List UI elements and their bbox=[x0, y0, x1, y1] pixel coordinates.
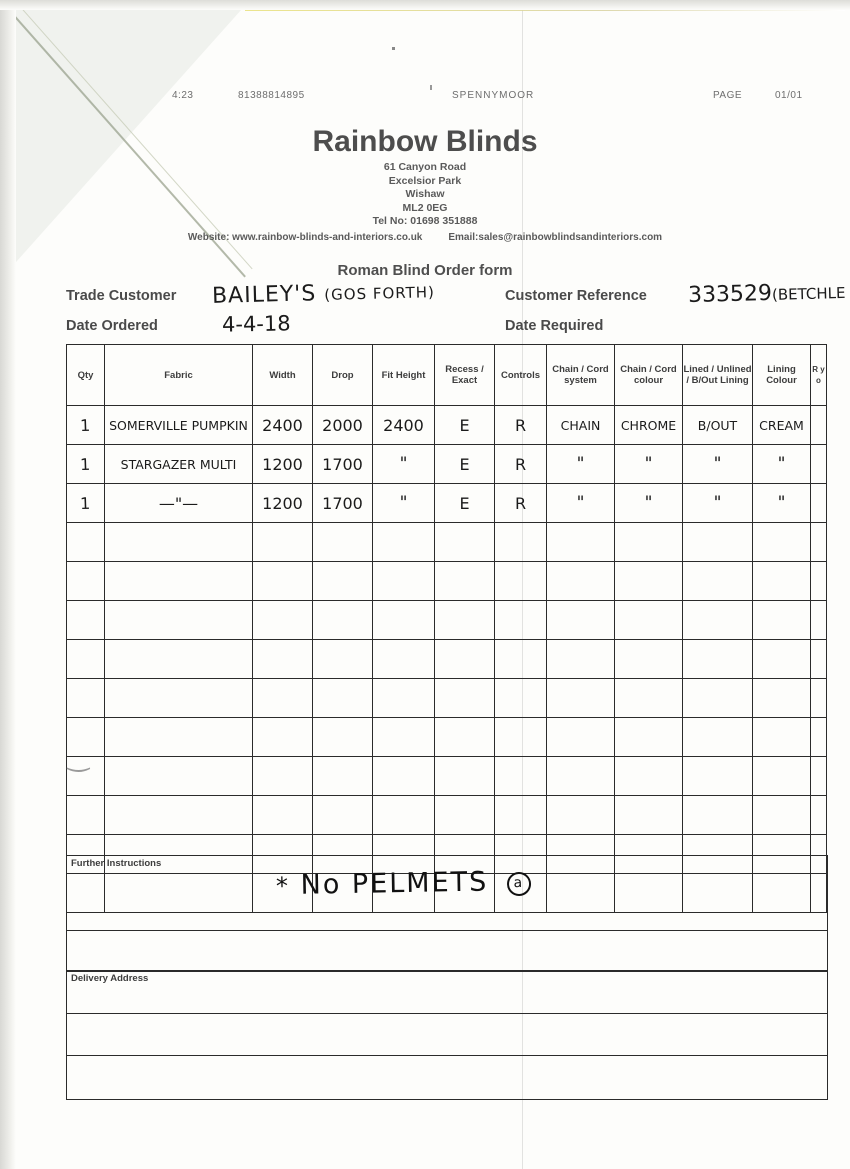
cell-drop[interactable] bbox=[313, 640, 373, 679]
value-customer-reference bbox=[688, 279, 846, 308]
cell-extra[interactable] bbox=[811, 601, 827, 640]
cell-extra[interactable] bbox=[811, 406, 827, 445]
cell-width[interactable] bbox=[253, 718, 313, 757]
cell-fabric[interactable] bbox=[105, 562, 253, 601]
col-lining-colour: Lining Colour bbox=[753, 345, 811, 406]
table-row[interactable] bbox=[67, 445, 827, 484]
cell-lining-colour[interactable] bbox=[753, 523, 811, 562]
cell-qty[interactable] bbox=[67, 523, 105, 562]
cell-controls[interactable] bbox=[495, 562, 547, 601]
cell-fit-height[interactable] bbox=[373, 718, 435, 757]
customer-reference-text: 333529 bbox=[687, 280, 773, 309]
cell-recess-exact[interactable] bbox=[435, 445, 495, 484]
cell-recess-exact[interactable] bbox=[435, 523, 495, 562]
cell-chain-cord-colour[interactable] bbox=[615, 445, 683, 484]
cell-recess-exact[interactable] bbox=[435, 757, 495, 796]
col-lining: Lined / Unlined / B/Out Lining bbox=[683, 345, 753, 406]
cell-drop[interactable] bbox=[313, 601, 373, 640]
table-row[interactable] bbox=[67, 640, 827, 679]
cell-fit-height[interactable] bbox=[373, 640, 435, 679]
cell-lining[interactable] bbox=[683, 601, 753, 640]
cell-controls[interactable] bbox=[495, 640, 547, 679]
table-row[interactable] bbox=[67, 523, 827, 562]
cell-lining-colour[interactable] bbox=[753, 562, 811, 601]
cell-chain-cord-system[interactable] bbox=[547, 406, 615, 445]
cell-lining-text: B/OUT bbox=[697, 417, 738, 433]
cell-controls[interactable] bbox=[495, 406, 547, 445]
cell-qty[interactable] bbox=[67, 445, 105, 484]
label-date-ordered: Date Ordered bbox=[66, 318, 158, 334]
trade-customer-text: BAILEY'S bbox=[211, 281, 317, 309]
cell-lining-colour[interactable] bbox=[753, 484, 811, 523]
col-drop: Drop bbox=[313, 345, 373, 406]
cell-chain-cord-system[interactable] bbox=[547, 640, 615, 679]
col-chain-cord-colour: Chain / Cord colour bbox=[615, 345, 683, 406]
cell-chain-cord-system[interactable] bbox=[547, 718, 615, 757]
cell-extra[interactable] bbox=[811, 679, 827, 718]
fax-page-label: PAGE bbox=[713, 90, 743, 101]
fax-time: 4:23 bbox=[172, 90, 194, 101]
further-instructions-rule bbox=[67, 930, 827, 931]
cell-qty[interactable] bbox=[67, 406, 105, 445]
cell-recess-exact[interactable] bbox=[435, 562, 495, 601]
cell-width-text: 1200 bbox=[262, 493, 303, 513]
col-chain-cord-system: Chain / Cord system bbox=[547, 345, 615, 406]
cell-lining-colour-text: " bbox=[777, 492, 786, 513]
trade-customer-note: (GOS FORTH) bbox=[324, 283, 436, 304]
cell-lining[interactable] bbox=[683, 562, 753, 601]
cell-qty-text: 1 bbox=[80, 415, 91, 435]
scan-speck bbox=[392, 47, 395, 50]
cell-fit-height[interactable] bbox=[373, 562, 435, 601]
cell-recess-exact[interactable] bbox=[435, 601, 495, 640]
cell-fit-height-text: " bbox=[399, 453, 408, 474]
cell-lining[interactable] bbox=[683, 523, 753, 562]
cell-qty-text: 1 bbox=[80, 454, 91, 474]
cell-chain-cord-system[interactable] bbox=[547, 445, 615, 484]
cell-fabric[interactable] bbox=[105, 445, 253, 484]
company-name: Rainbow Blinds bbox=[312, 125, 538, 158]
cell-recess-exact[interactable] bbox=[435, 484, 495, 523]
cell-fit-height[interactable] bbox=[373, 601, 435, 640]
delivery-address-label: Delivery Address bbox=[71, 973, 149, 984]
cell-chain-cord-system[interactable] bbox=[547, 757, 615, 796]
cell-chain-cord-system-text: " bbox=[576, 453, 585, 474]
cell-controls[interactable] bbox=[495, 523, 547, 562]
cell-drop[interactable] bbox=[313, 523, 373, 562]
cell-fabric[interactable] bbox=[105, 679, 253, 718]
cell-width-text: 2400 bbox=[262, 415, 303, 435]
company-telephone: Tel No: 01698 351888 bbox=[372, 215, 478, 227]
cell-width[interactable] bbox=[253, 484, 313, 523]
col-fabric: Fabric bbox=[105, 345, 253, 406]
cell-lining-colour[interactable] bbox=[753, 679, 811, 718]
cell-lining-text: " bbox=[713, 453, 722, 474]
company-address bbox=[0, 161, 850, 229]
cell-fabric[interactable] bbox=[105, 484, 253, 523]
cell-lining-colour[interactable] bbox=[753, 796, 811, 835]
cell-qty[interactable] bbox=[67, 601, 105, 640]
cell-controls-text: R bbox=[514, 454, 527, 474]
scan-top-edge bbox=[0, 0, 850, 10]
cell-fabric[interactable] bbox=[105, 640, 253, 679]
scan-smudge: ‿ bbox=[68, 742, 89, 772]
label-trade-customer: Trade Customer bbox=[66, 288, 177, 304]
address-line-2: Excelsior Park bbox=[388, 174, 462, 187]
cell-chain-cord-system-text: CHAIN bbox=[560, 417, 601, 433]
cell-extra[interactable] bbox=[811, 562, 827, 601]
cell-extra[interactable] bbox=[811, 718, 827, 757]
cell-lining-text: " bbox=[713, 492, 722, 513]
cell-width[interactable] bbox=[253, 679, 313, 718]
cell-lining-colour-text: CREAM bbox=[759, 417, 804, 433]
cell-chain-cord-colour-text: " bbox=[644, 492, 653, 513]
cell-chain-cord-colour[interactable] bbox=[615, 484, 683, 523]
table-row[interactable] bbox=[67, 679, 827, 718]
cell-width[interactable] bbox=[253, 445, 313, 484]
cell-controls[interactable] bbox=[495, 757, 547, 796]
customer-reference-note: (BETCHLE bbox=[771, 283, 846, 304]
delivery-address-rule-1 bbox=[67, 1013, 827, 1014]
cell-lining[interactable] bbox=[683, 406, 753, 445]
company-email: Email:sales@rainbowblindsandinteriors.com bbox=[448, 231, 663, 243]
cell-chain-cord-system[interactable] bbox=[547, 601, 615, 640]
cell-extra[interactable] bbox=[811, 757, 827, 796]
cell-drop-text: 1700 bbox=[322, 493, 363, 513]
value-date-ordered: 4-4-18 bbox=[221, 311, 291, 337]
cell-lining[interactable] bbox=[683, 718, 753, 757]
circled-mark: a bbox=[507, 872, 531, 896]
company-letterhead bbox=[0, 125, 850, 243]
cell-width[interactable] bbox=[253, 562, 313, 601]
cell-chain-cord-colour-text: " bbox=[644, 453, 653, 474]
cell-extra[interactable] bbox=[811, 445, 827, 484]
cell-chain-cord-colour[interactable] bbox=[615, 679, 683, 718]
cell-fabric-text: SOMERVILLE PUMPKIN bbox=[109, 417, 248, 433]
cell-fabric[interactable] bbox=[105, 796, 253, 835]
cell-controls[interactable] bbox=[495, 601, 547, 640]
label-customer-reference: Customer Reference bbox=[505, 288, 647, 304]
cell-fit-height[interactable] bbox=[373, 757, 435, 796]
cell-fit-height[interactable] bbox=[373, 679, 435, 718]
further-instructions-text: No PELMETS bbox=[300, 866, 489, 901]
cell-chain-cord-colour-text: CHROME bbox=[620, 417, 677, 433]
cell-fit-height[interactable] bbox=[373, 406, 435, 445]
cell-recess-exact-text: E bbox=[459, 415, 470, 435]
asterisk-marker: * bbox=[275, 871, 291, 901]
col-recess-exact: Recess / Exact bbox=[435, 345, 495, 406]
cell-chain-cord-system[interactable] bbox=[547, 484, 615, 523]
cell-controls[interactable] bbox=[495, 484, 547, 523]
cell-chain-cord-colour[interactable] bbox=[615, 718, 683, 757]
cell-controls-text: R bbox=[514, 493, 527, 513]
cell-controls[interactable] bbox=[495, 718, 547, 757]
cell-lining-colour[interactable] bbox=[753, 601, 811, 640]
table-row[interactable] bbox=[67, 562, 827, 601]
cell-width[interactable] bbox=[253, 640, 313, 679]
cell-fit-height-text: 2400 bbox=[383, 415, 424, 435]
cell-controls-text: R bbox=[514, 415, 527, 435]
fax-page-number: 01/01 bbox=[775, 90, 803, 101]
cell-lining-colour[interactable] bbox=[753, 406, 811, 445]
cell-width[interactable] bbox=[253, 796, 313, 835]
cell-fit-height[interactable] bbox=[373, 445, 435, 484]
cell-qty-text: 1 bbox=[80, 493, 91, 513]
cell-chain-cord-colour[interactable] bbox=[615, 757, 683, 796]
cell-recess-exact[interactable] bbox=[435, 640, 495, 679]
cell-recess-exact-text: E bbox=[459, 454, 470, 474]
cell-lining-colour[interactable] bbox=[753, 445, 811, 484]
cell-chain-cord-colour[interactable] bbox=[615, 406, 683, 445]
cell-fabric[interactable] bbox=[105, 718, 253, 757]
address-line-1: 61 Canyon Road bbox=[383, 161, 467, 173]
cell-controls[interactable] bbox=[495, 679, 547, 718]
cell-qty[interactable] bbox=[67, 640, 105, 679]
cell-lining[interactable] bbox=[683, 640, 753, 679]
fax-city: SPENNYMOOR bbox=[452, 90, 535, 101]
table-row[interactable] bbox=[67, 406, 827, 445]
further-instructions-value bbox=[276, 866, 531, 901]
cell-drop[interactable] bbox=[313, 718, 373, 757]
cell-chain-cord-system[interactable] bbox=[547, 796, 615, 835]
table-row[interactable] bbox=[67, 796, 827, 835]
cell-fit-height[interactable] bbox=[373, 523, 435, 562]
cell-drop[interactable] bbox=[313, 406, 373, 445]
cell-drop[interactable] bbox=[313, 796, 373, 835]
cell-chain-cord-colour[interactable] bbox=[615, 523, 683, 562]
cell-fit-height[interactable] bbox=[373, 484, 435, 523]
cell-qty[interactable] bbox=[67, 562, 105, 601]
cell-lining[interactable] bbox=[683, 796, 753, 835]
cell-fabric-text: —"— bbox=[158, 493, 199, 513]
label-date-required: Date Required bbox=[505, 318, 604, 334]
cell-controls[interactable] bbox=[495, 796, 547, 835]
fax-number: 81388814895 bbox=[238, 90, 305, 101]
cell-fit-height[interactable] bbox=[373, 796, 435, 835]
cell-width-text: 1200 bbox=[262, 454, 303, 474]
further-instructions-label: Further Instructions bbox=[71, 858, 162, 869]
company-website: Website: www.rainbow-blinds-and-interiors.co.uk bbox=[187, 231, 423, 243]
cell-recess-exact[interactable] bbox=[435, 718, 495, 757]
cell-recess-exact[interactable] bbox=[435, 679, 495, 718]
address-postcode: ML2 0EG bbox=[402, 201, 448, 214]
cell-fabric[interactable] bbox=[105, 406, 253, 445]
cell-drop[interactable] bbox=[313, 679, 373, 718]
cell-chain-cord-system[interactable] bbox=[547, 562, 615, 601]
cell-lining[interactable] bbox=[683, 757, 753, 796]
col-extra: R y o bbox=[811, 345, 827, 406]
cell-chain-cord-system-text: " bbox=[576, 492, 585, 513]
cell-fabric[interactable] bbox=[105, 523, 253, 562]
cell-width[interactable] bbox=[253, 406, 313, 445]
cell-width[interactable] bbox=[253, 757, 313, 796]
table-row[interactable] bbox=[67, 484, 827, 523]
cell-lining-colour[interactable] bbox=[753, 757, 811, 796]
cell-drop-text: 1700 bbox=[322, 454, 363, 474]
col-controls: Controls bbox=[495, 345, 547, 406]
company-contact-line bbox=[0, 232, 850, 243]
form-title: Roman Blind Order form bbox=[337, 262, 513, 279]
table-row[interactable] bbox=[67, 601, 827, 640]
cell-fabric[interactable] bbox=[105, 757, 253, 796]
cell-chain-cord-system[interactable] bbox=[547, 523, 615, 562]
cell-chain-cord-colour[interactable] bbox=[615, 562, 683, 601]
delivery-address-box[interactable] bbox=[66, 970, 828, 1100]
cell-width[interactable] bbox=[253, 601, 313, 640]
cell-chain-cord-colour[interactable] bbox=[615, 601, 683, 640]
cell-qty[interactable] bbox=[67, 484, 105, 523]
table-header-row bbox=[67, 345, 827, 406]
cell-extra[interactable] bbox=[811, 796, 827, 835]
cell-fabric[interactable] bbox=[105, 601, 253, 640]
col-width: Width bbox=[253, 345, 313, 406]
address-line-3: Wishaw bbox=[405, 188, 445, 200]
cell-recess-exact-text: E bbox=[459, 493, 470, 513]
cell-chain-cord-colour[interactable] bbox=[615, 640, 683, 679]
col-qty: Qty bbox=[67, 345, 105, 406]
cell-drop[interactable] bbox=[313, 445, 373, 484]
cell-chain-cord-system[interactable] bbox=[547, 679, 615, 718]
cell-lining-colour[interactable] bbox=[753, 718, 811, 757]
cell-drop[interactable] bbox=[313, 562, 373, 601]
table-row[interactable] bbox=[67, 757, 827, 796]
table-row[interactable] bbox=[67, 718, 827, 757]
cell-chain-cord-colour[interactable] bbox=[615, 796, 683, 835]
col-fit-height: Fit Height bbox=[373, 345, 435, 406]
cell-lining-colour-text: " bbox=[777, 453, 786, 474]
cell-drop-text: 2000 bbox=[322, 415, 363, 435]
cell-qty[interactable] bbox=[67, 679, 105, 718]
cell-extra[interactable] bbox=[811, 523, 827, 562]
cell-fabric-text: STARGAZER MULTI bbox=[120, 456, 237, 472]
cell-fit-height-text: " bbox=[399, 492, 408, 513]
cell-lining[interactable] bbox=[683, 445, 753, 484]
cell-controls[interactable] bbox=[495, 445, 547, 484]
delivery-address-rule-2 bbox=[67, 1055, 827, 1056]
cell-lining-colour[interactable] bbox=[753, 640, 811, 679]
cell-width[interactable] bbox=[253, 523, 313, 562]
cell-recess-exact[interactable] bbox=[435, 796, 495, 835]
cell-extra[interactable] bbox=[811, 484, 827, 523]
cell-extra[interactable] bbox=[811, 640, 827, 679]
order-items-table bbox=[66, 344, 827, 913]
scan-speck bbox=[430, 85, 432, 90]
cell-lining[interactable] bbox=[683, 484, 753, 523]
cell-drop[interactable] bbox=[313, 484, 373, 523]
cell-qty[interactable] bbox=[67, 796, 105, 835]
cell-recess-exact[interactable] bbox=[435, 406, 495, 445]
cell-lining[interactable] bbox=[683, 679, 753, 718]
cell-drop[interactable] bbox=[313, 757, 373, 796]
